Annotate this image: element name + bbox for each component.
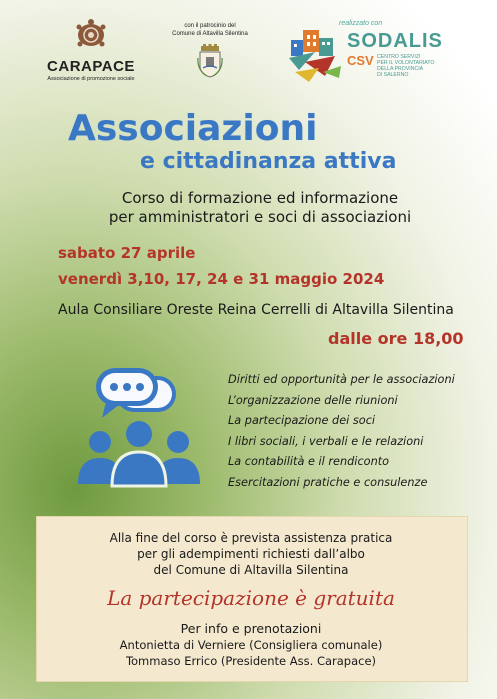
csv-desc-line2: PER IL VOLONTARIATO	[377, 60, 435, 66]
csv-label: CSV	[347, 53, 374, 68]
carapace-subtitle: Associazione di promozione sociale	[47, 76, 135, 82]
topics-list	[228, 370, 455, 493]
topic-item: Esercitazioni pratiche e consulenze	[228, 475, 428, 489]
csv-desc-line4: DI SALERNO	[377, 72, 409, 78]
topic-item: Diritti ed opportunità per le associazioni	[228, 373, 455, 386]
patronage-line1: con il patrocinio del	[184, 23, 236, 29]
assistance-line1: Alla fine del corso è prevista assistenza pratica	[109, 531, 393, 545]
people-chat-icon	[68, 362, 218, 492]
contacts-heading: Per info e prenotazioni	[180, 621, 322, 636]
date-fridays: venerdì 3,10, 17, 24 e 31 maggio 2024	[58, 270, 385, 288]
contacts-block	[36, 621, 466, 669]
sodalis-logo	[285, 20, 465, 90]
free-participation: La partecipazione è gratuita	[107, 586, 395, 610]
contact-item: Tommaso Errico (Presidente Ass. Carapace)	[125, 654, 377, 668]
date-saturday: sabato 27 aprile	[58, 244, 196, 262]
csv-desc-line1: CENTRO SERVIZI	[377, 54, 421, 60]
assistance-text	[36, 530, 466, 578]
patronage-block	[160, 22, 260, 81]
assistance-line2: per gli adempimenti richiesti dall’albo	[137, 547, 365, 561]
topic-item: La contabilità e il rendiconto	[228, 455, 390, 468]
topic-item: I libri sociali, i verbali e le relazioni	[228, 434, 424, 448]
contact-item: Antonietta di Verniere (Consigliera comunale)	[119, 638, 383, 652]
venue-text: Aula Consiliare Oreste Reina Cerrelli di Altavilla Silentina	[58, 302, 454, 318]
sodalis-name: SODALIS	[347, 30, 443, 52]
csv-description	[377, 54, 457, 78]
page-title: Associazioni	[68, 108, 318, 149]
realizzato-label: realizzato con	[339, 20, 383, 27]
csv-desc-line3: DELLA PROVINCIA	[377, 66, 424, 72]
carapace-logo	[36, 18, 146, 82]
topic-item: L’organizzazione delle riunioni	[228, 393, 398, 407]
topic-item: La partecipazione dei soci	[228, 414, 376, 427]
sodalis-logo-icon	[285, 26, 343, 82]
page-subtitle: e cittadinanza attiva	[140, 149, 397, 174]
course-line2: per amministratori e soci di associazioni	[108, 208, 412, 226]
carapace-name: CARAPACE	[47, 58, 135, 75]
assistance-line3: del Comune di Altavilla Silentina	[153, 563, 349, 577]
municipal-crest-icon	[197, 44, 223, 78]
patronage-line2: Comune di Altavilla Silentina	[172, 31, 248, 37]
turtle-logo-icon	[74, 18, 108, 52]
course-line1: Corso di formazione ed informazione	[121, 189, 399, 207]
start-time: dalle ore 18,00	[328, 329, 464, 348]
course-description	[60, 189, 460, 227]
